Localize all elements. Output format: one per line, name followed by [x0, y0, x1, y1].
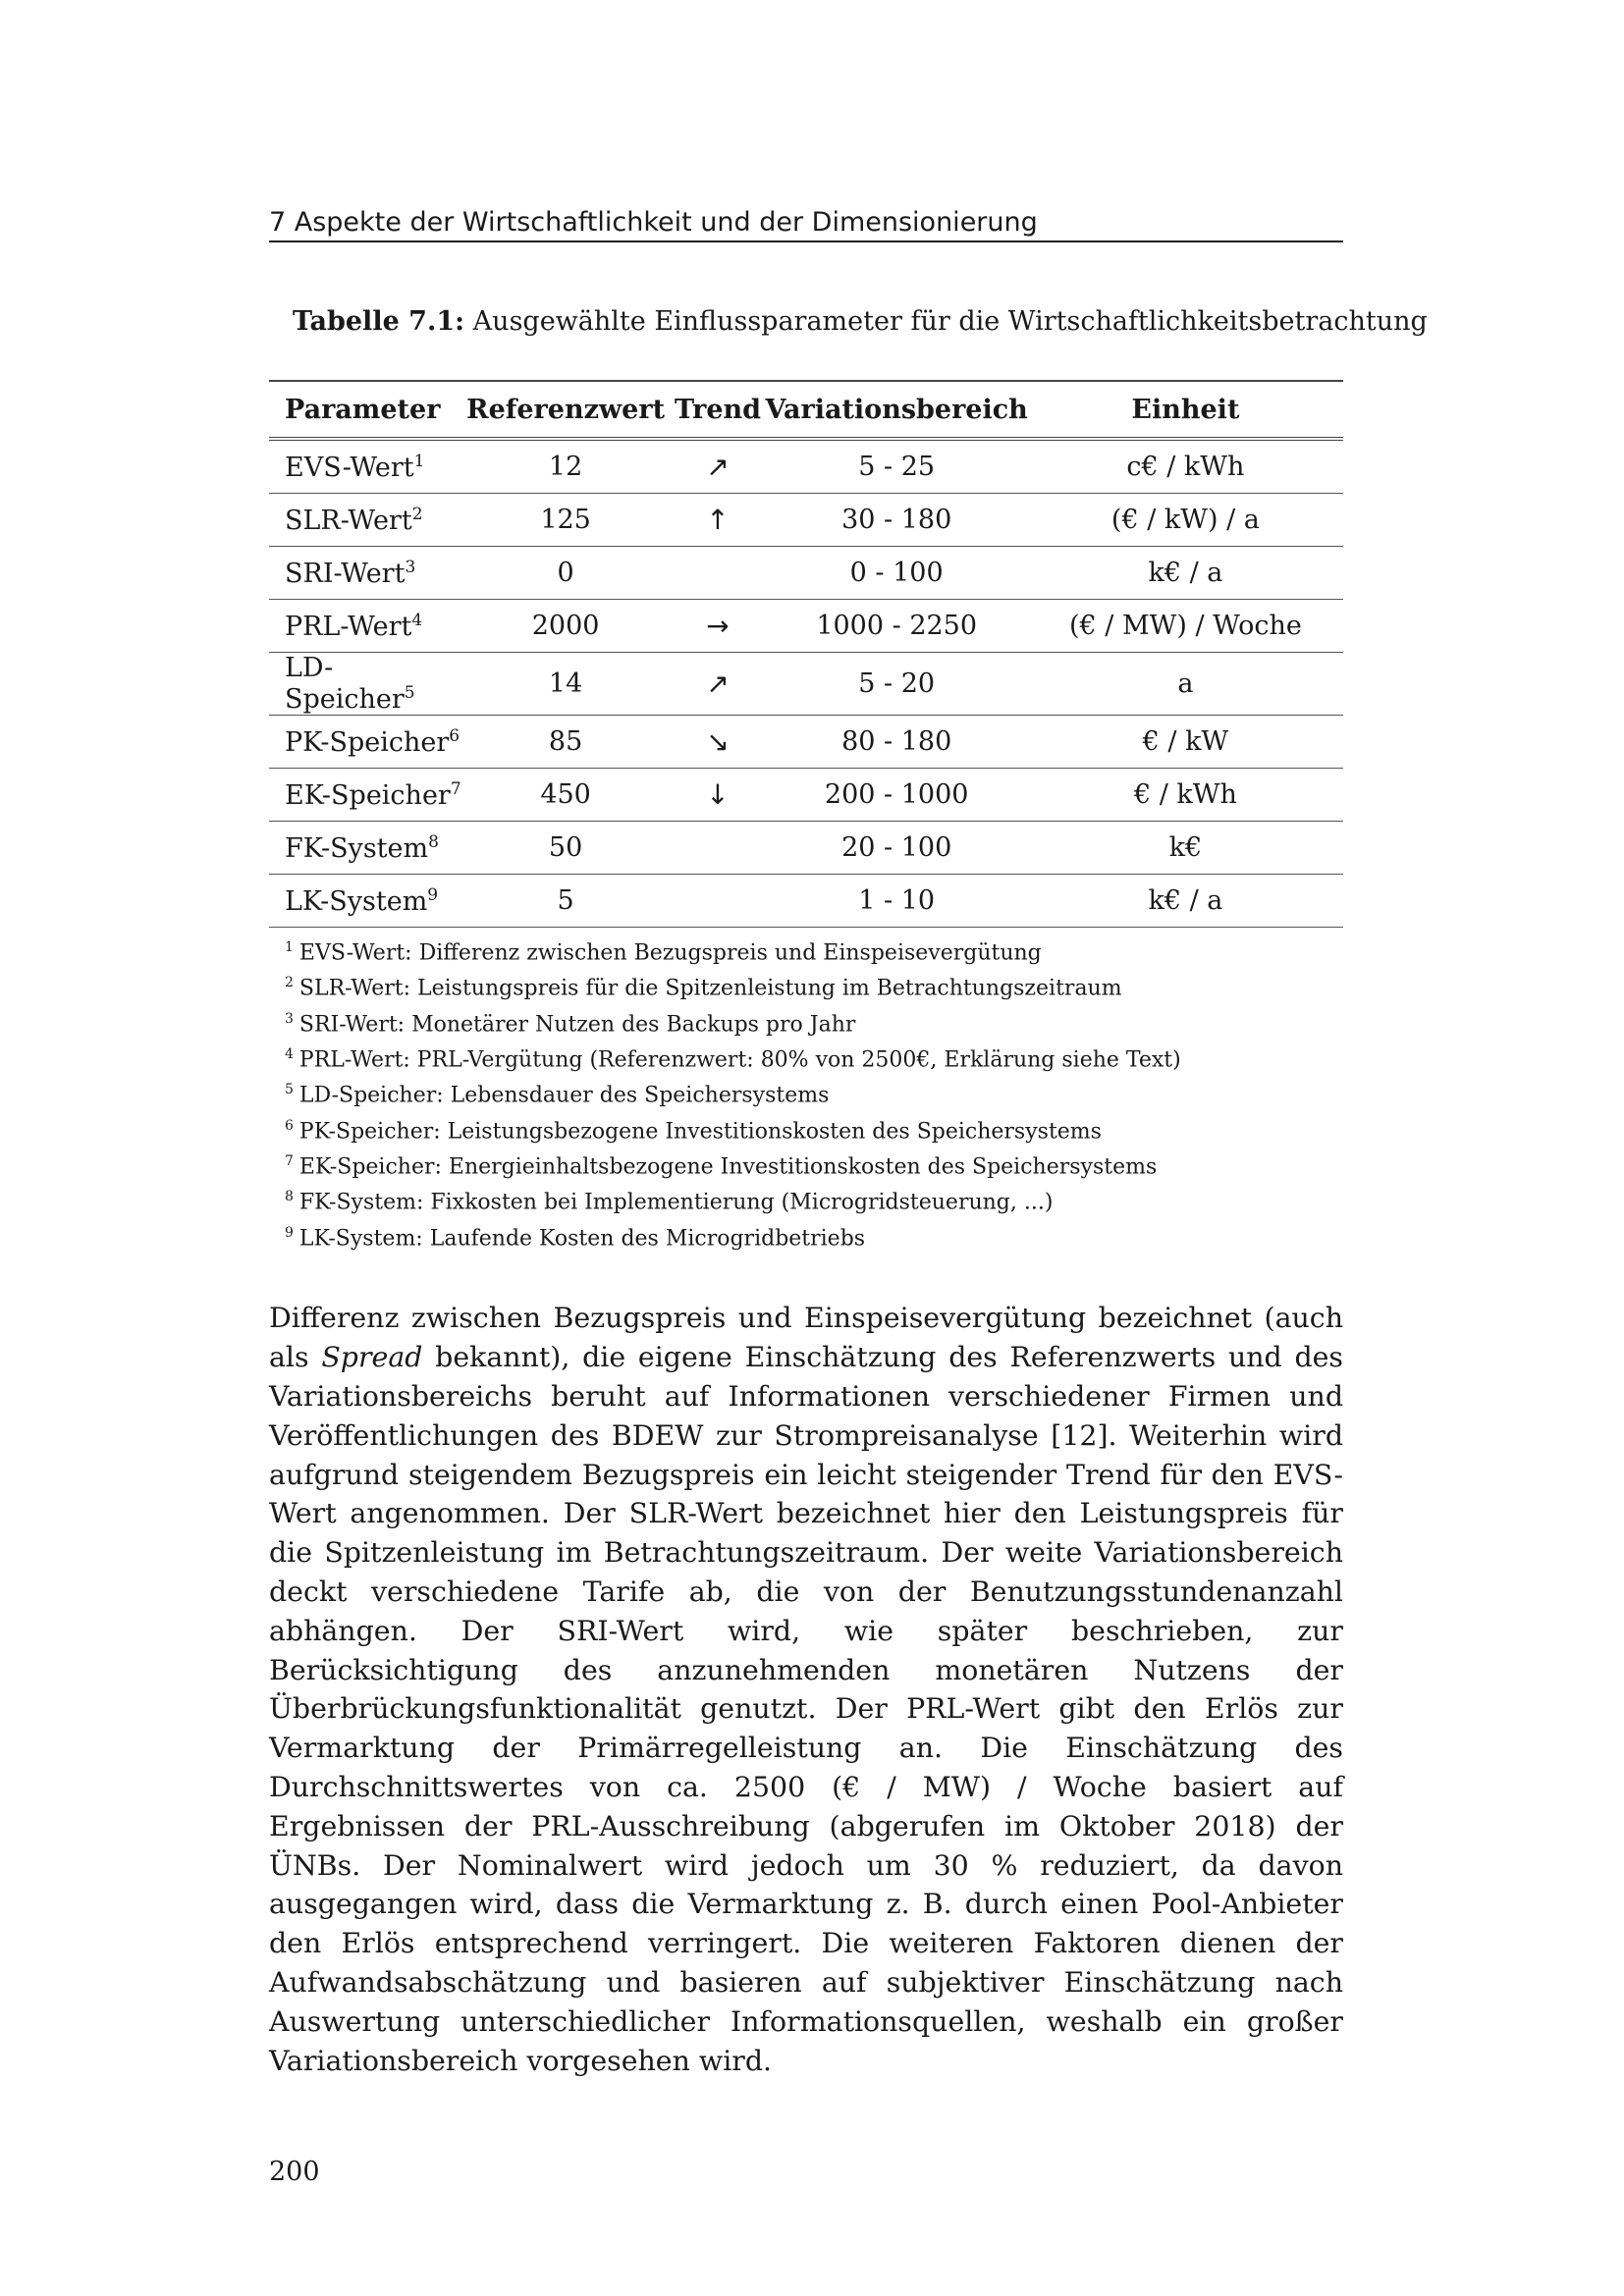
- table-row: [269, 875, 1343, 928]
- cell-einheit: k€ / a: [1148, 558, 1223, 588]
- cell-parameter: LK-System$^9$: [285, 884, 439, 917]
- table-row: [269, 439, 1343, 494]
- footnote-marker: 6: [449, 725, 460, 746]
- footnote-marker: 7: [450, 778, 461, 799]
- table-caption-label: Tabelle 7.1:: [293, 306, 465, 337]
- table-header-row: [269, 381, 1343, 439]
- cell-einheit: k€ / a: [1148, 885, 1223, 916]
- cell-variationsbereich: 20 - 100: [841, 832, 952, 863]
- arrow-up-right-icon: ↗: [706, 451, 730, 483]
- cell-trend: [671, 716, 766, 769]
- cell-trend: [671, 494, 766, 547]
- cell-referenzwert: 2000: [531, 611, 600, 641]
- cell-einheit: k€: [1168, 832, 1203, 863]
- table-row: [269, 600, 1343, 653]
- footnote: $^5$ LD-Speicher: Lebensdauer des Speichersystems: [285, 1082, 830, 1108]
- table-footnotes: [285, 933, 1326, 1254]
- parameter-table: [269, 380, 1343, 928]
- cell-trend: [671, 769, 766, 822]
- cell-trend: [671, 653, 766, 716]
- page-number: 200: [269, 2157, 320, 2187]
- cell-variationsbereich: 200 - 1000: [824, 779, 969, 810]
- cell-referenzwert: 12: [548, 452, 583, 482]
- table-row: [269, 769, 1343, 822]
- header-rule: [269, 240, 1343, 242]
- cell-variationsbereich: 1000 - 2250: [816, 611, 978, 641]
- cell-variationsbereich: 30 - 180: [841, 505, 952, 535]
- cell-referenzwert: 50: [548, 832, 583, 863]
- cell-variationsbereich: 0 - 100: [849, 558, 944, 588]
- cell-variationsbereich: 80 - 180: [841, 726, 952, 757]
- cell-referenzwert: 450: [540, 779, 591, 810]
- footnote: $^1$ EVS-Wert: Differenz zwischen Bezugspreis und Einspeisevergütung: [285, 939, 1042, 966]
- cell-variationsbereich: 1 - 10: [858, 885, 936, 916]
- cell-einheit: a: [1177, 668, 1194, 699]
- cell-trend: [671, 547, 766, 600]
- footnote-marker: 8: [428, 831, 439, 852]
- footnote-marker: 2: [411, 504, 423, 524]
- cell-einheit: € / kWh: [1133, 779, 1237, 810]
- cell-variationsbereich: 5 - 20: [858, 668, 936, 699]
- table-row: [269, 822, 1343, 875]
- arrow-down-icon: ↓: [706, 778, 730, 811]
- cell-parameter: PRL-Wert$^4$: [285, 610, 423, 642]
- footnote-marker: 3: [405, 557, 416, 577]
- cell-einheit: (€ / MW) / Woche: [1068, 611, 1302, 641]
- cell-referenzwert: 125: [540, 505, 591, 535]
- table-row: [269, 716, 1343, 769]
- cell-trend: [671, 600, 766, 653]
- col-header-einheit: Einheit: [1131, 394, 1240, 425]
- footnote-marker: 1: [413, 451, 425, 471]
- cell-parameter: LD-Speicher$^5$: [285, 653, 415, 715]
- table-caption: [293, 306, 1428, 337]
- running-header: 7 Aspekte der Wirtschaftlichkeit und der Dimensionierung: [269, 207, 1038, 238]
- cell-parameter: SRI-Wert$^3$: [285, 557, 416, 589]
- table-row: [269, 494, 1343, 547]
- cell-referenzwert: 0: [557, 558, 574, 588]
- footnote-marker: 5: [404, 683, 415, 703]
- col-header-parameter: Parameter: [285, 394, 441, 425]
- italic-term: Spread: [321, 1341, 423, 1374]
- col-header-referenzwert: Referenzwert: [466, 394, 666, 425]
- footnote: $^3$ SRI-Wert: Monetärer Nutzen des Backups pro Jahr: [285, 1010, 856, 1037]
- footnote-marker: 4: [411, 610, 423, 630]
- table-row: [269, 547, 1343, 600]
- cell-trend: [671, 822, 766, 875]
- col-header-variationsbereich: Variationsbereich: [765, 394, 1028, 425]
- col-header-trend: Trend: [674, 394, 762, 425]
- arrow-up-icon: ↑: [706, 504, 730, 536]
- footnote: $^8$ FK-System: Fixkosten bei Implementierung (Microgridsteuerung, ...): [285, 1189, 1054, 1215]
- cell-referenzwert: 14: [548, 668, 583, 699]
- footnote: $^7$ EK-Speicher: Energieinhaltsbezogene Investitionskosten des Speichersystems: [285, 1152, 1158, 1180]
- cell-referenzwert: 5: [557, 885, 574, 916]
- cell-parameter: SLR-Wert$^2$: [285, 504, 423, 536]
- cell-referenzwert: 85: [548, 726, 583, 757]
- cell-einheit: € / kW: [1142, 726, 1229, 757]
- body-paragraph: Differenz zwischen Bezugspreis und Einspeisevergütung bezeichnet (auch als Spread bekannt), die eigene Einschätzung des Referenzwerts und des Variationsbereichs beruht auf Informationen verschiedener Firmen und Veröffentlichungen des BDEW zur Strompreisanalyse [12]. Weiterhin wird aufgrund steigendem Bezugspreis ein leicht steigender Trend für den EVS-Wert angenommen. Der SLR-Wert bezeichnet hier den Leistungspreis für die Spitzenleistung im Betrachtungszeitraum. Der weite Variationsbereich deckt verschiedene Tarife ab, die von der Benutzungsstundenanzahl abhängen. Der SRI-Wert wird, wie später beschrieben, zur Berücksichtigung des anzunehmenden monetären Nutzens der Überbrückungsfunktionalität genutzt. Der PRL-Wert gibt den Erlös zur Vermarktung der Primärregelleistung an. Die Einschätzung des Durchschnittswertes von ca. 2500 (€ / MW) / Woche basiert auf Ergebnissen der PRL-Ausschreibung (abgerufen im Oktober 2018) der ÜNBs. Der Nominalwert wird jedoch um 30 % reduziert, da davon ausgegangen wird, dass die Vermarktung z. B. durch einen Pool-Anbieter den Erlös entsprechend verringert. Die weiteren Faktoren dienen der Aufwandsabschätzung und basieren auf subjektiver Einschätzung nach Auswertung unterschiedlicher Informationsquellen, weshalb ein großer Variationsbereich vorgesehen wird.: [269, 1302, 1343, 2077]
- footnote: $^4$ PRL-Wert: PRL-Vergütung (Referenzwert: 80% von 2500€, Erklärung siehe Text): [285, 1045, 1181, 1073]
- cell-trend: [671, 875, 766, 928]
- cell-parameter: EVS-Wert$^1$: [285, 451, 425, 483]
- arrow-up-right-icon: ↗: [706, 667, 730, 700]
- cell-trend: [671, 439, 766, 494]
- cell-variationsbereich: 5 - 25: [858, 452, 936, 482]
- arrow-right-icon: →: [706, 610, 730, 642]
- cell-einheit: c€ / kWh: [1126, 452, 1245, 482]
- cell-parameter: FK-System$^8$: [285, 831, 439, 864]
- cell-parameter: PK-Speicher$^6$: [285, 725, 460, 758]
- footnote: $^9$ LK-System: Laufende Kosten des Microgridbetriebs: [285, 1224, 866, 1251]
- table-row: [269, 653, 1343, 716]
- cell-parameter: EK-Speicher$^7$: [285, 778, 461, 811]
- table-caption-text: Ausgewählte Einflussparameter für die Wirtschaftlichkeitsbetrachtung: [464, 306, 1428, 337]
- cell-einheit: (€ / kW) / a: [1110, 505, 1260, 535]
- arrow-down-right-icon: ↘: [706, 725, 730, 758]
- footnote: $^6$ PK-Speicher: Leistungsbezogene Investitionskosten des Speichersystems: [285, 1117, 1102, 1144]
- footnote: $^2$ SLR-Wert: Leistungspreis für die Spitzenleistung im Betrachtungszeitraum: [285, 975, 1122, 1001]
- footnote-marker: 9: [427, 884, 439, 905]
